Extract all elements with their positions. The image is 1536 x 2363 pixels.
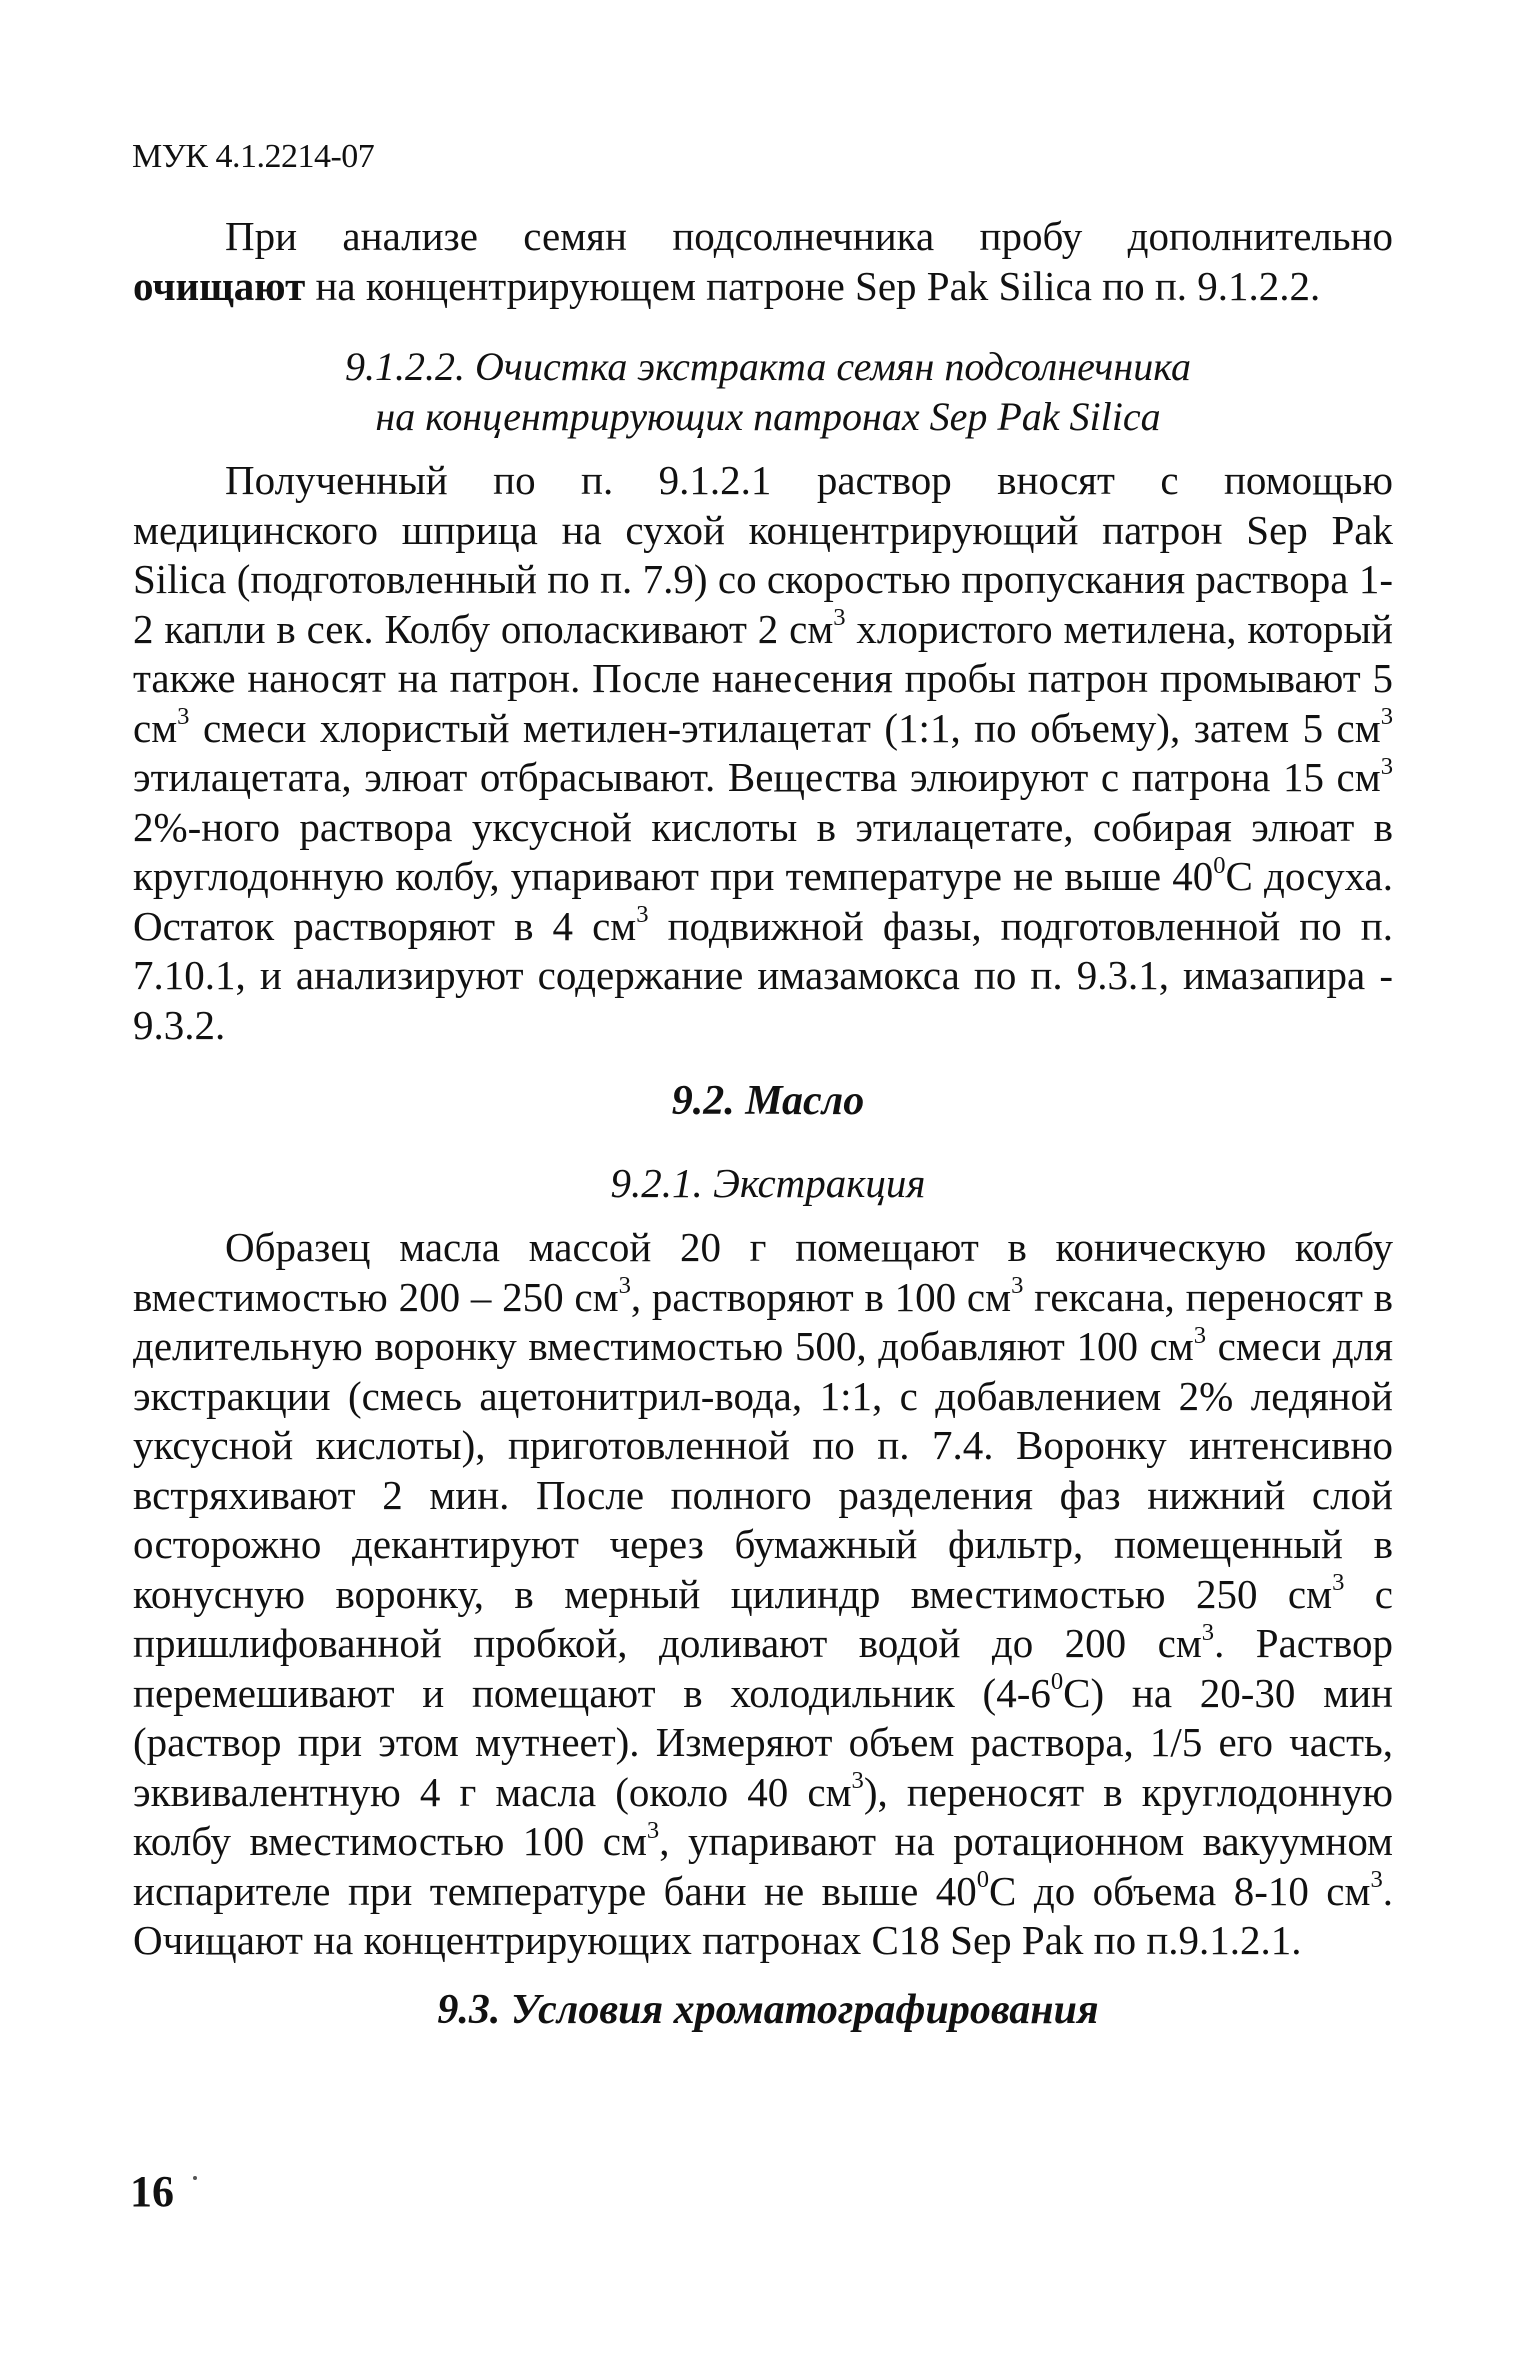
document-code: МУК 4.1.2214-07 <box>132 138 375 175</box>
intro-paragraph: При анализе семян подсолнечника пробу дополнительно очищают на концентрирующем патроне Sep Pak Silica по п. 9.1.2.2. <box>133 213 1393 309</box>
scan-dot-mark <box>193 2176 197 2180</box>
section-9-2-1-body: Образец масла массой 20 г помещают в коническую колбу вместимостью 200 – 250 $см^3$, растворяют в 100 $см^3$ гексана, переносят в делительную воронку вместимостью 500, добавляют 100 $см^3$ смеси для экстракции (смесь ацетонитрил-вода, 1:1, с добавлением 2% ледяной уксусной кислоты), приготовленной по п. 7.4. Воронку интенсивно встряхивают 2 мин. После полного разделения фаз нижний слой осторожно декантируют через бумажный фильтр, помещенный в конусную воронку, в мерный цилиндр вместимостью 250 $см^3$ с пришлифованной пробкой, доливают водой до 200 $см^3$. Раствор перемешивают и помещают в холодильник $(4-6^0С)$ на 20-30 мин (раствор при этом мутнеет). Измеряют объем раствора, 1/5 его часть, эквивалентную 4 г масла (около 40 $см^3$), переносят в круглодонную колбу вместимостью 100 $см^3$, упаривают на ротационном вакуумном испарителе при температуре бани не выше $40^0С$ до объема 8-10 $см^3$. Очищают на концентрирующих патронах С18 Sep Pak по п.9.1.2.1. <box>133 1224 1394 1963</box>
section-9-3-title: 9.3. Условия хроматографирования <box>437 1987 1099 2033</box>
section-9-1-2-2-title: 9.1.2.2. Очистка экстракта семян подсолнечника на концентрирующих патронах Sep Pak Silica <box>345 344 1191 439</box>
section-9-1-2-2-body: Полученный по п. 9.1.2.1 раствор вносят с помощью медицинского шприца на сухой концентрирующий патрон Sep Pak Silica (подготовленный по п. 7.9) со скоростью пропускания раствора 1-2 капли в сек. Колбу ополаскивают 2 $см^3$ хлористого метилена, который также наносят на патрон. После нанесения пробы патрон промывают 5 $см^3$ смеси хлористый метилен-этилацетат (1:1, по объему), затем 5 $см^3$ этилацетата, элюат отбрасывают. Вещества элюируют с патрона 15 $см^3$ 2%-ного раствора уксусной кислоты в этилацетате, собирая элюат в круглодонную колбу, упаривают при температуре не выше $40^0С$ досуха. Остаток растворяют в 4 $см^3$ подвижной фазы, подготовленной по п. 7.10.1, и анализируют содержание имазамокса по п. 9.3.1, имазапира - 9.3.2. <box>133 457 1394 1048</box>
section-9-2-title: 9.2. Масло <box>671 1078 865 1124</box>
section-9-2-1-title: 9.2.1. Экстракция <box>610 1160 926 1206</box>
page-number: 16 <box>130 2167 174 2216</box>
